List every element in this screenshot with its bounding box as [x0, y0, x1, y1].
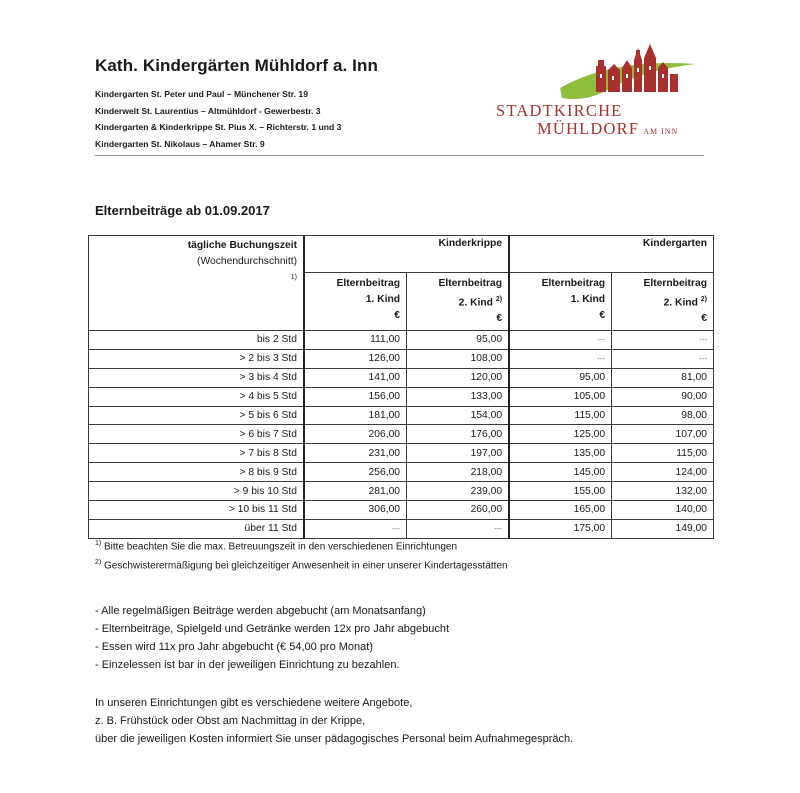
fee-cell: --- [509, 349, 612, 368]
fee-cell: 149,00 [612, 519, 714, 538]
section-title: Elternbeiträge ab 01.09.2017 [95, 203, 270, 218]
address-line: Kinderwelt St. Laurentius – Altmühldorf - Gewerbestr. 3 [95, 105, 321, 116]
fee-cell: 120,00 [407, 368, 510, 387]
closing-line: z. B. Frühstück oder Obst am Nachmittag in der Krippe, [95, 715, 366, 727]
footnotes [95, 536, 508, 575]
fee-cell: 140,00 [612, 501, 714, 520]
logo-text-line1: STADTKIRCHE [496, 101, 623, 120]
sub-header-cell [304, 273, 407, 331]
sub-header-line2: 2. Kind $^{2)}$ [663, 296, 707, 309]
fee-table-body [89, 331, 714, 539]
booking-time-cell: > 6 bis 7 Std [89, 425, 305, 444]
fee-cell: 176,00 [407, 425, 510, 444]
booking-time-cell: über 11 Std [89, 519, 305, 538]
sub-header-unit: € [394, 310, 401, 321]
footnote-2: $^{2)}$ Geschwisterermäßigung bei gleichzeitiger Anwesenheit in einer unserer Kindertagesstätten [95, 559, 508, 572]
address-line: Kindergarten St. Nikolaus – Ahamer Str. 9 [95, 138, 265, 149]
sub-header-cell [407, 273, 510, 331]
booking-time-cell: > 4 bis 5 Std [89, 387, 305, 406]
booking-time-cell: > 2 bis 3 Std [89, 349, 305, 368]
sub-header-unit: € [701, 313, 707, 325]
booking-time-cell: bis 2 Std [89, 331, 305, 350]
payment-notes [95, 602, 449, 674]
table-row [89, 368, 714, 387]
fee-cell: 218,00 [407, 463, 510, 482]
sub-header-cell [612, 273, 714, 331]
table-row [89, 482, 714, 501]
payment-note: - Essen wird 11x pro Jahr abgebucht (€ 54,00 pro Monat) [95, 641, 374, 653]
fee-cell: 132,00 [612, 482, 714, 501]
logo-text-small: AM INN [643, 127, 679, 136]
footnote-mark: 1) [290, 274, 297, 281]
booking-time-cell: > 3 bis 4 Std [89, 368, 305, 387]
sub-header-cell [509, 273, 612, 331]
group-header-kinderkrippe: Kinderkrippe [304, 236, 509, 273]
address-line: Kindergarten & Kinderkrippe St. Pius X. – Richterstr. 1 und 3 [95, 122, 342, 132]
booking-time-header [89, 236, 305, 331]
fee-cell: --- [407, 519, 510, 538]
fee-cell: --- [304, 519, 407, 538]
fee-cell: 165,00 [509, 501, 612, 520]
fee-cell: 260,00 [407, 501, 510, 520]
fee-cell: 135,00 [509, 444, 612, 463]
sub-header-line2: 1. Kind [570, 294, 606, 305]
fee-cell: 181,00 [304, 406, 407, 425]
logo-text-main: MÜHLDORF [537, 119, 640, 138]
fee-cell: 239,00 [407, 482, 510, 501]
table-row [89, 444, 714, 463]
fee-cell: 231,00 [304, 444, 407, 463]
fee-cell: 126,00 [304, 349, 407, 368]
fee-cell: 281,00 [304, 482, 407, 501]
booking-time-cell: > 10 bis 11 Std [89, 501, 305, 520]
table-row [89, 463, 714, 482]
payment-note: - Alle regelmäßigen Beiträge werden abgebucht (am Monatsanfang) [95, 605, 426, 617]
fee-cell: 256,00 [304, 463, 407, 482]
sub-header-line2: 1. Kind [365, 294, 401, 305]
booking-time-header-sub: (Wochendurchschnitt) [197, 256, 297, 267]
fee-cell: 306,00 [304, 501, 407, 520]
sub-header-line1: Elternbeitrag [541, 278, 606, 289]
sub-header-unit: € [599, 310, 606, 321]
sub-header-unit: € [496, 313, 503, 325]
fee-cell: --- [612, 349, 714, 368]
logo-text-line2 [537, 119, 678, 139]
table-row [89, 387, 714, 406]
booking-time-cell: > 9 bis 10 Std [89, 482, 305, 501]
address-line: Kindergarten St. Peter und Paul – Münchener Str. 19 [95, 89, 308, 99]
sub-header-line1: Elternbeitrag [438, 278, 503, 289]
booking-time-header-title: tägliche Buchungszeit [187, 240, 297, 251]
booking-time-cell: > 8 bis 9 Std [89, 463, 305, 482]
address-list [95, 86, 341, 152]
fee-cell: 107,00 [612, 425, 714, 444]
fee-cell: 175,00 [509, 519, 612, 538]
organization-title: Kath. Kindergärten Mühldorf a. Inn [95, 56, 378, 75]
payment-note: - Elternbeiträge, Spielgeld und Getränke werden 12x pro Jahr abgebucht [95, 623, 450, 635]
table-row [89, 406, 714, 425]
fee-cell: 115,00 [509, 406, 612, 425]
table-row [89, 349, 714, 368]
fee-cell: 90,00 [612, 387, 714, 406]
sub-header-line1: Elternbeitrag [643, 278, 707, 289]
closing-line: über die jeweiligen Kosten informiert Sie unser pädagogisches Personal beim Aufnahmegespräch. [95, 733, 574, 745]
closing-paragraph [95, 694, 573, 748]
fee-table [88, 235, 714, 539]
fee-cell: 154,00 [407, 406, 510, 425]
fee-cell: 98,00 [612, 406, 714, 425]
sub-header-line2: 2. Kind $^{2)}$ [458, 296, 503, 309]
fee-cell: 141,00 [304, 368, 407, 387]
table-row [89, 501, 714, 520]
header-divider [95, 155, 704, 156]
fee-cell: 155,00 [509, 482, 612, 501]
fee-cell: 81,00 [612, 368, 714, 387]
table-row [89, 425, 714, 444]
fee-cell: 206,00 [304, 425, 407, 444]
footnote-1: $^{1)}$ Bitte beachten Sie die max. Betreuungszeit in den verschiedenen Einrichtungen [95, 540, 458, 553]
fee-cell: 156,00 [304, 387, 407, 406]
booking-time-cell: > 7 bis 8 Std [89, 444, 305, 463]
table-group-header-row [89, 236, 714, 273]
fee-cell: --- [509, 331, 612, 350]
fee-cell: 108,00 [407, 349, 510, 368]
fee-cell: 105,00 [509, 387, 612, 406]
fee-cell: 111,00 [304, 331, 407, 350]
fee-cell: 133,00 [407, 387, 510, 406]
fee-cell: 115,00 [612, 444, 714, 463]
group-header-kindergarten: Kindergarten [509, 236, 713, 273]
fee-cell: 95,00 [509, 368, 612, 387]
closing-line: In unseren Einrichtungen gibt es verschiedene weitere Angebote, [95, 697, 413, 709]
fee-cell: 145,00 [509, 463, 612, 482]
fee-cell: --- [612, 331, 714, 350]
fee-cell: 95,00 [407, 331, 510, 350]
payment-note: - Einzelessen ist bar in der jeweiligen Einrichtung zu bezahlen. [95, 659, 400, 671]
fee-cell: 125,00 [509, 425, 612, 444]
table-row [89, 331, 714, 350]
booking-time-cell: > 5 bis 6 Std [89, 406, 305, 425]
sub-header-line1: Elternbeitrag [336, 278, 401, 289]
fee-cell: 124,00 [612, 463, 714, 482]
fee-cell: 197,00 [407, 444, 510, 463]
